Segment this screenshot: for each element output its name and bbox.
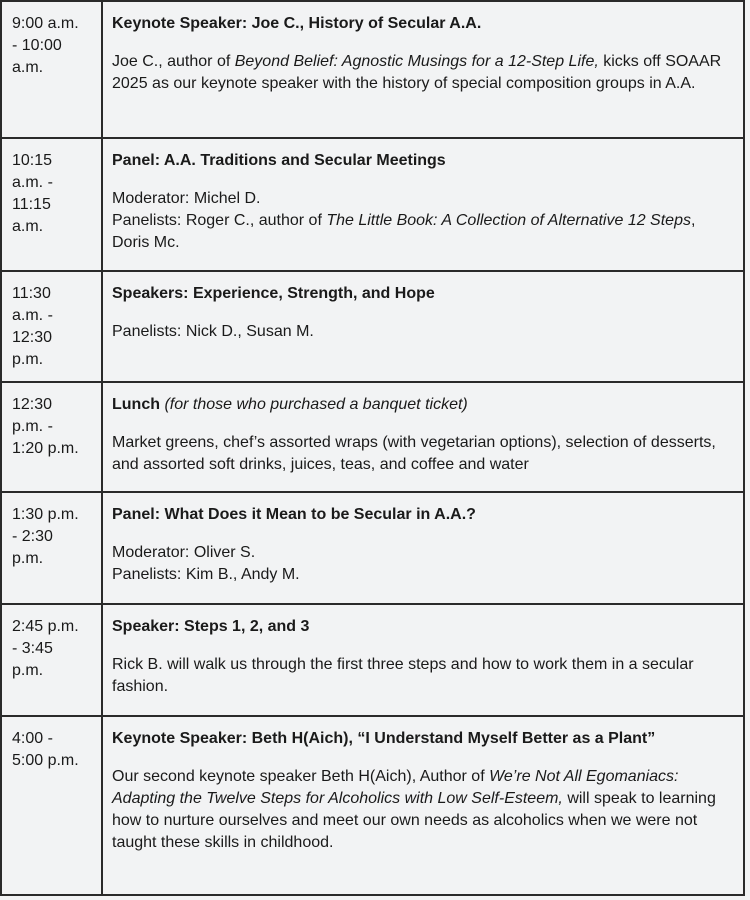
session-title: Keynote Speaker: Beth H(Aich), “I Understand Myself Better as a Plant” xyxy=(112,730,656,747)
italic-text: The Little Book: A Collection of Alternative 12 Steps xyxy=(326,212,691,229)
session-content xyxy=(112,283,734,343)
session-time: 9:00 a.m. - 10:00 a.m. xyxy=(12,15,79,76)
session-content xyxy=(112,504,734,586)
column-divider xyxy=(101,2,103,137)
session-row xyxy=(2,605,743,717)
session-description: Market greens, chef’s assorted wraps (with vegetarian options), selection of desserts, and assorted soft drinks, juices, teas, and coffee and water xyxy=(112,434,716,473)
session-description: Joe C., author of Beyond Belief: Agnostic Musings for a 12-Step Life, kicks off SOAAR 2025 as our keynote speaker with the history of special composition groups in A.A. xyxy=(112,53,722,92)
column-divider xyxy=(101,139,103,270)
session-time: 1:30 p.m. - 2:30 p.m. xyxy=(12,506,79,567)
session-time: 11:30 a.m. - 12:30 p.m. xyxy=(12,285,53,368)
session-panelists: Panelists: Roger C., author of The Little Book: A Collection of Alternative 12 Steps, Doris Mc. xyxy=(112,212,696,251)
session-description: Our second keynote speaker Beth H(Aich), Author of We’re Not All Egomaniacs: Adapting the Twelve Steps for Alcoholics with Low Self-Esteem, will speak to learning how to nurture ourselves and meet our own needs as alcoholics when we were not taught these skills in childhood. xyxy=(112,768,716,851)
session-title-text: Lunch xyxy=(112,396,160,413)
italic-text: We’re Not All Egomaniacs: Adapting the Twelve Steps for Alcoholics with Low Self-Esteem, xyxy=(112,768,679,807)
session-title: Speaker: Steps 1, 2, and 3 xyxy=(112,618,310,635)
session-content xyxy=(112,616,734,698)
session-moderator: Moderator: Oliver S. xyxy=(112,544,256,561)
session-time: 12:30 p.m. - 1:20 p.m. xyxy=(12,396,79,457)
session-title: Panel: A.A. Traditions and Secular Meetings xyxy=(112,152,446,169)
session-row xyxy=(2,272,743,383)
column-divider xyxy=(101,383,103,491)
session-content xyxy=(112,394,734,476)
column-divider xyxy=(101,493,103,603)
session-panelists: Panelists: Kim B., Andy M. xyxy=(112,566,300,583)
session-moderator: Moderator: Michel D. xyxy=(112,190,261,207)
session-title xyxy=(112,394,734,416)
session-panelists: Panelists: Nick D., Susan M. xyxy=(112,323,314,340)
session-title: Speakers: Experience, Strength, and Hope xyxy=(112,285,435,302)
session-description: Rick B. will walk us through the first three steps and how to work them in a secular fashion. xyxy=(112,656,694,695)
column-divider xyxy=(101,605,103,715)
column-divider xyxy=(101,717,103,894)
session-title-note: (for those who purchased a banquet ticket) xyxy=(164,396,468,413)
session-content xyxy=(112,728,734,854)
session-title: Panel: What Does it Mean to be Secular in A.A.? xyxy=(112,506,476,523)
session-row xyxy=(2,2,743,139)
session-row xyxy=(2,717,743,894)
session-time: 2:45 p.m. - 3:45 p.m. xyxy=(12,618,79,679)
session-content xyxy=(112,13,734,95)
session-content xyxy=(112,150,734,254)
session-row xyxy=(2,383,743,493)
italic-text: Beyond Belief: Agnostic Musings for a 12-Step Life, xyxy=(234,53,599,70)
session-title: Keynote Speaker: Joe C., History of Secular A.A. xyxy=(112,15,482,32)
session-row xyxy=(2,139,743,272)
session-time: 10:15 a.m. - 11:15 a.m. xyxy=(12,152,53,235)
session-time: 4:00 - 5:00 p.m. xyxy=(12,730,79,769)
column-divider xyxy=(101,272,103,381)
session-row xyxy=(2,493,743,605)
